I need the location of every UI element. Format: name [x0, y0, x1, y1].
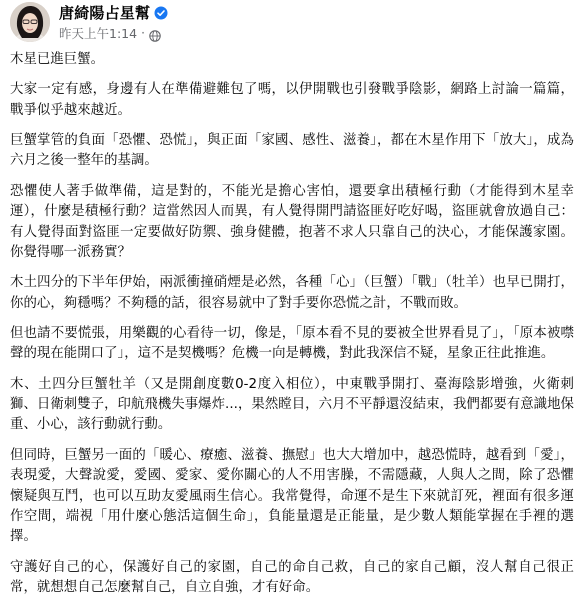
verified-badge-icon	[154, 5, 168, 19]
post-timestamp[interactable]: 昨天上午1:14	[59, 26, 138, 41]
post-paragraph: 但同時，巨蟹另一面的「暖心、療癒、滋養、撫慰」也大大增加中，越恐慌時，越看到「愛」，表現愛，大聲說愛，愛國、愛家、愛你關心的人不用害臊，不需隱藏，人與人之間，除了恐懼懷疑與互鬥，也可以互助友愛風雨生信心。我常覺得，命運不是生下來就訂死，裡面有很多運作空間，端視「用什麼心態活這個生命」，負能量還是正能量，是少數人類能掌握在手裡的選擇。	[10, 447, 574, 545]
post-paragraph: 木、土四分巨蟹牡羊（又是開創度數0-2度入相位），中東戰爭開打、臺海陰影增強，火衛刺獅、日衛刺雙子，印航飛機失事爆炸...，果然瞠目，六月不平靜還沒結束，我們都要有意識地保重、小心，該行動就行動。	[10, 376, 574, 433]
post-paragraph: 恐懼使人著手做準備，這是對的，不能光是擔心害怕，還要拿出積極行動（才能得到木星幸運），什麼是積極行動？這當然因人而異，有人覺得開門請盜匪好吃好喝，盜匪就會放過自己：有人覺得面對盜匪一定要做好防禦、強身健體，抱著不求人只靠自己的決心，才能保護家園。你覺得哪一派務實？	[10, 183, 574, 260]
post-subline	[59, 24, 168, 42]
avatar-portrait	[10, 2, 50, 42]
post-paragraph: 木星已進巨蟹。	[10, 52, 105, 67]
post-paragraph: 大家一定有感，身邊有人在準備避難包了嗎，以伊開戰也引發戰爭陰影，網路上討論一篇篇，戰爭似乎越來越近。	[10, 82, 574, 118]
post-paragraph: 巨蟹掌管的負面「恐懼、恐慌」，與正面「家國、感性、滋養」，都在木星作用下「放大」，成為六月之後一整年的基調。	[10, 133, 574, 169]
post-paragraph: 木土四分的下半年伊始，兩派衝撞硝煙是必然，各種「心」（巨蟹）「戰」（牡羊）也早已開打，你的心，夠穩嗎？不夠穩的話，很容易就中了對手要你恐慌之計，不戰而敗。	[10, 275, 574, 311]
post-paragraph: 守護好自己的心，保護好自己的家園，自己的命自己救，自己的家自己顧，沒人幫自己很正常，就想想自己怎麼幫自己，自立自強，才有好命。	[10, 559, 574, 596]
post-meta	[59, 2, 168, 42]
author-row	[59, 2, 168, 22]
meta-separator: ·	[141, 26, 145, 40]
author-avatar[interactable]	[10, 2, 50, 42]
post-header	[10, 0, 574, 50]
author-name[interactable]: 唐綺陽占星幫	[59, 3, 151, 22]
post-paragraph: 但也請不要慌張，用樂觀的心看待一切，像是，「原本看不見的要被全世界看見了」，「原本被噤聲的現在能開口了」，這不是契機嗎？危機一向是轉機，對此我深信不疑，星象正往此推進。	[10, 325, 574, 362]
post-body	[10, 50, 574, 598]
globe-icon[interactable]	[149, 27, 161, 39]
